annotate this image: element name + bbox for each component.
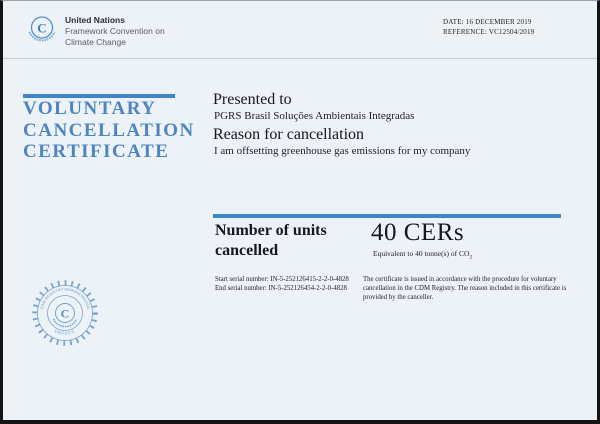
unfccc-logo-icon bbox=[25, 12, 59, 48]
units-heading bbox=[215, 221, 365, 261]
meta-block bbox=[443, 18, 534, 37]
org-name: United Nations bbox=[65, 15, 125, 25]
reason-heading: Reason for cancellation bbox=[213, 126, 365, 143]
units-heading-line1: Number of units bbox=[215, 222, 327, 239]
serial-numbers bbox=[215, 275, 349, 293]
title-line3: CERTIFICATE bbox=[23, 141, 170, 162]
logo-letter: C bbox=[37, 20, 47, 36]
seal-center-letter: C bbox=[60, 306, 70, 321]
header bbox=[3, 1, 597, 59]
certificate-title bbox=[23, 98, 195, 163]
units-heading-line2: cancelled bbox=[215, 242, 279, 259]
co2-subscript: 2 bbox=[469, 254, 473, 261]
seal-top-text: CDM REGISTRY ADMINISTRATOR bbox=[39, 287, 91, 310]
date-label: DATE: 16 DECEMBER 2019 bbox=[443, 18, 532, 26]
presented-heading: Presented to bbox=[213, 91, 292, 108]
recipient-name: PGRS Brasil Soluções Ambientais Integradas bbox=[214, 110, 415, 122]
units-accent-bar bbox=[213, 214, 561, 218]
svg-text:UNFCCC bbox=[54, 329, 76, 336]
units-equivalent-text: Equivalent to 40 tonne(s) of CO bbox=[373, 249, 470, 258]
title-line1: VOLUNTARY bbox=[23, 98, 157, 119]
legal-text: The certificate is issued in accordance with the procedure for voluntary cancellation in the CDM Registry. The reason included in this certificate is provided by the canceller. bbox=[363, 276, 567, 302]
org-block bbox=[65, 15, 165, 48]
reference-label: REFERENCE: VC12504/2019 bbox=[443, 27, 535, 36]
units-amount: 40 CERs bbox=[371, 219, 465, 246]
title-line2: CANCELLATION bbox=[23, 119, 195, 141]
start-serial: Start serial number: IN-5-252126415-2-2-0-4828 bbox=[215, 276, 349, 283]
org-line2: Framework Convention on bbox=[65, 26, 165, 36]
seal-bottom-text: UNFCCC bbox=[53, 329, 77, 336]
cdm-registry-seal-icon bbox=[30, 278, 100, 348]
end-serial: End serial number: IN-5-252126454-2-2-0-4828 bbox=[215, 285, 347, 293]
reason-text: I am offsetting greenhouse gas emissions for my company bbox=[214, 145, 471, 157]
units-equivalent bbox=[373, 249, 472, 261]
org-line3: Climate Change bbox=[65, 37, 126, 47]
